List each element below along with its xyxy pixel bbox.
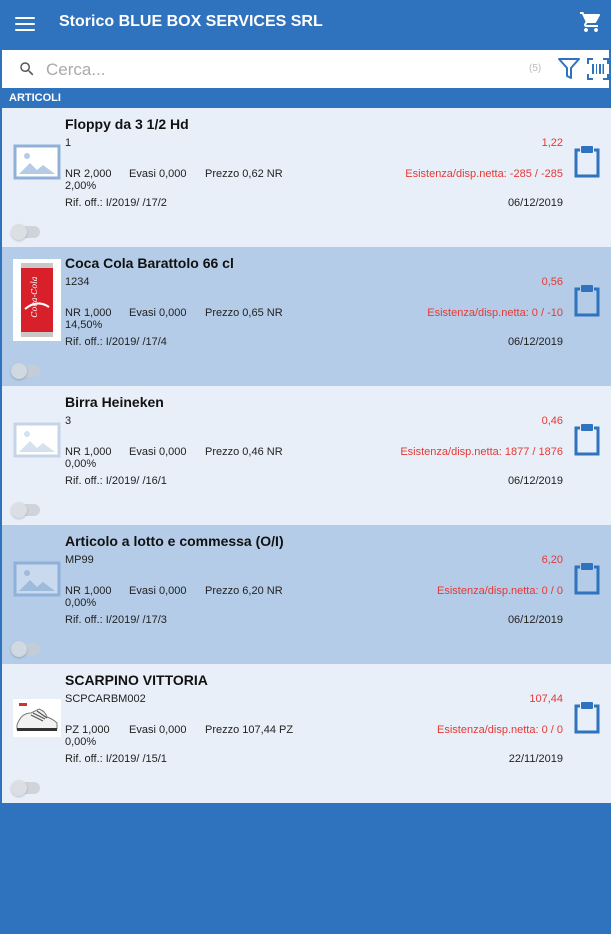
clipboard-icon[interactable]: [572, 700, 602, 734]
item-existence: Esistenza/disp.netta: 1877 / 1876: [400, 446, 563, 458]
item-existence: Esistenza/disp.netta: -285 / -285: [405, 168, 563, 180]
item-name: Coca Cola Barattolo 66 cl: [65, 255, 234, 271]
item-price: 1,22: [541, 137, 563, 149]
item-date: 06/12/2019: [507, 614, 563, 626]
image-placeholder-icon: [13, 560, 61, 598]
item-evasi: Evasi 0,000: [129, 307, 187, 319]
item-code: SCPCARBM002: [65, 693, 146, 705]
section-header: [0, 88, 611, 107]
select-toggle[interactable]: [12, 365, 40, 377]
item-date: 06/12/2019: [507, 336, 563, 348]
item-evasi: Evasi 0,000: [129, 724, 187, 736]
item-code: 1234: [65, 276, 90, 288]
select-toggle[interactable]: [12, 504, 40, 516]
item-quantity: NR 1,000: [65, 585, 112, 597]
list-item[interactable]: [2, 386, 611, 525]
item-existence: Esistenza/disp.netta: 0 / 0: [437, 724, 563, 736]
item-existence: Esistenza/disp.netta: 0 / 0: [437, 585, 563, 597]
search-icon: [18, 60, 36, 78]
clipboard-icon[interactable]: [572, 144, 602, 178]
item-code: MP99: [65, 554, 94, 566]
item-unit-price: Prezzo 0,46 NR: [205, 446, 283, 458]
item-quantity: NR 1,000: [65, 446, 112, 458]
item-reference: Rif. off.: I/2019/ /17/4: [65, 336, 167, 348]
select-toggle[interactable]: [12, 226, 40, 238]
article-list: [2, 108, 611, 803]
clipboard-icon[interactable]: [572, 283, 602, 317]
app-title: Storico BLUE BOX SERVICES SRL: [59, 13, 323, 30]
item-code: 1: [65, 137, 72, 149]
item-reference: Rif. off.: I/2019/ /17/2: [65, 197, 167, 209]
image-placeholder-icon: [13, 143, 61, 181]
item-reference: Rif. off.: I/2019/ /16/1: [65, 475, 167, 487]
list-item[interactable]: [2, 108, 611, 247]
item-quantity: NR 1,000: [65, 307, 112, 319]
item-name: Birra Heineken: [65, 394, 164, 410]
item-code: 3: [65, 415, 72, 427]
item-unit-price: Prezzo 107,44 PZ: [205, 724, 294, 736]
item-discount: 2,00%: [65, 180, 97, 192]
image-placeholder-icon: [13, 421, 61, 459]
clipboard-icon[interactable]: [572, 422, 602, 456]
coca-cola-can-image: [13, 259, 61, 341]
item-unit-price: Prezzo 6,20 NR: [205, 585, 283, 597]
item-date: 06/12/2019: [507, 197, 563, 209]
item-name: Floppy da 3 1/2 Hd: [65, 116, 189, 132]
item-existence: Esistenza/disp.netta: 0 / -10: [427, 307, 563, 319]
filter-icon[interactable]: [557, 56, 581, 82]
clipboard-icon[interactable]: [572, 561, 602, 595]
result-count: (5): [529, 63, 542, 74]
select-toggle[interactable]: [12, 782, 40, 794]
item-discount: 0,00%: [65, 458, 97, 470]
item-discount: 14,50%: [65, 319, 103, 331]
list-item[interactable]: [2, 664, 611, 803]
item-name: Articolo a lotto e commessa (O/I): [65, 533, 284, 549]
item-unit-price: Prezzo 0,65 NR: [205, 307, 283, 319]
item-price: 107,44: [529, 693, 563, 705]
search-bar: [2, 50, 609, 88]
cart-icon[interactable]: [579, 10, 603, 34]
item-price: 6,20: [541, 554, 563, 566]
search-input[interactable]: [44, 55, 518, 85]
item-evasi: Evasi 0,000: [129, 585, 187, 597]
item-unit-price: Prezzo 0,62 NR: [205, 168, 283, 180]
barcode-scan-icon[interactable]: [587, 58, 609, 80]
list-item[interactable]: [2, 247, 611, 386]
item-name: SCARPINO VITTORIA: [65, 672, 208, 688]
item-evasi: Evasi 0,000: [129, 446, 187, 458]
list-item[interactable]: [2, 525, 611, 664]
item-quantity: NR 2,000: [65, 168, 112, 180]
item-discount: 0,00%: [65, 597, 97, 609]
menu-icon[interactable]: [15, 13, 35, 37]
can-label: Coca-Cola: [30, 276, 39, 318]
empty-area: [0, 805, 611, 934]
item-reference: Rif. off.: I/2019/ /15/1: [65, 753, 167, 765]
item-price: 0,56: [541, 276, 563, 288]
item-evasi: Evasi 0,000: [129, 168, 187, 180]
item-price: 0,46: [541, 415, 563, 427]
item-discount: 0,00%: [65, 736, 97, 748]
shoe-image: [13, 699, 61, 737]
item-date: 22/11/2019: [508, 753, 563, 765]
item-date: 06/12/2019: [507, 475, 563, 487]
item-reference: Rif. off.: I/2019/ /17/3: [65, 614, 167, 626]
item-quantity: PZ 1,000: [65, 724, 110, 736]
select-toggle[interactable]: [12, 643, 40, 655]
section-label: ARTICOLI: [9, 92, 61, 104]
app-bar: [0, 0, 611, 50]
